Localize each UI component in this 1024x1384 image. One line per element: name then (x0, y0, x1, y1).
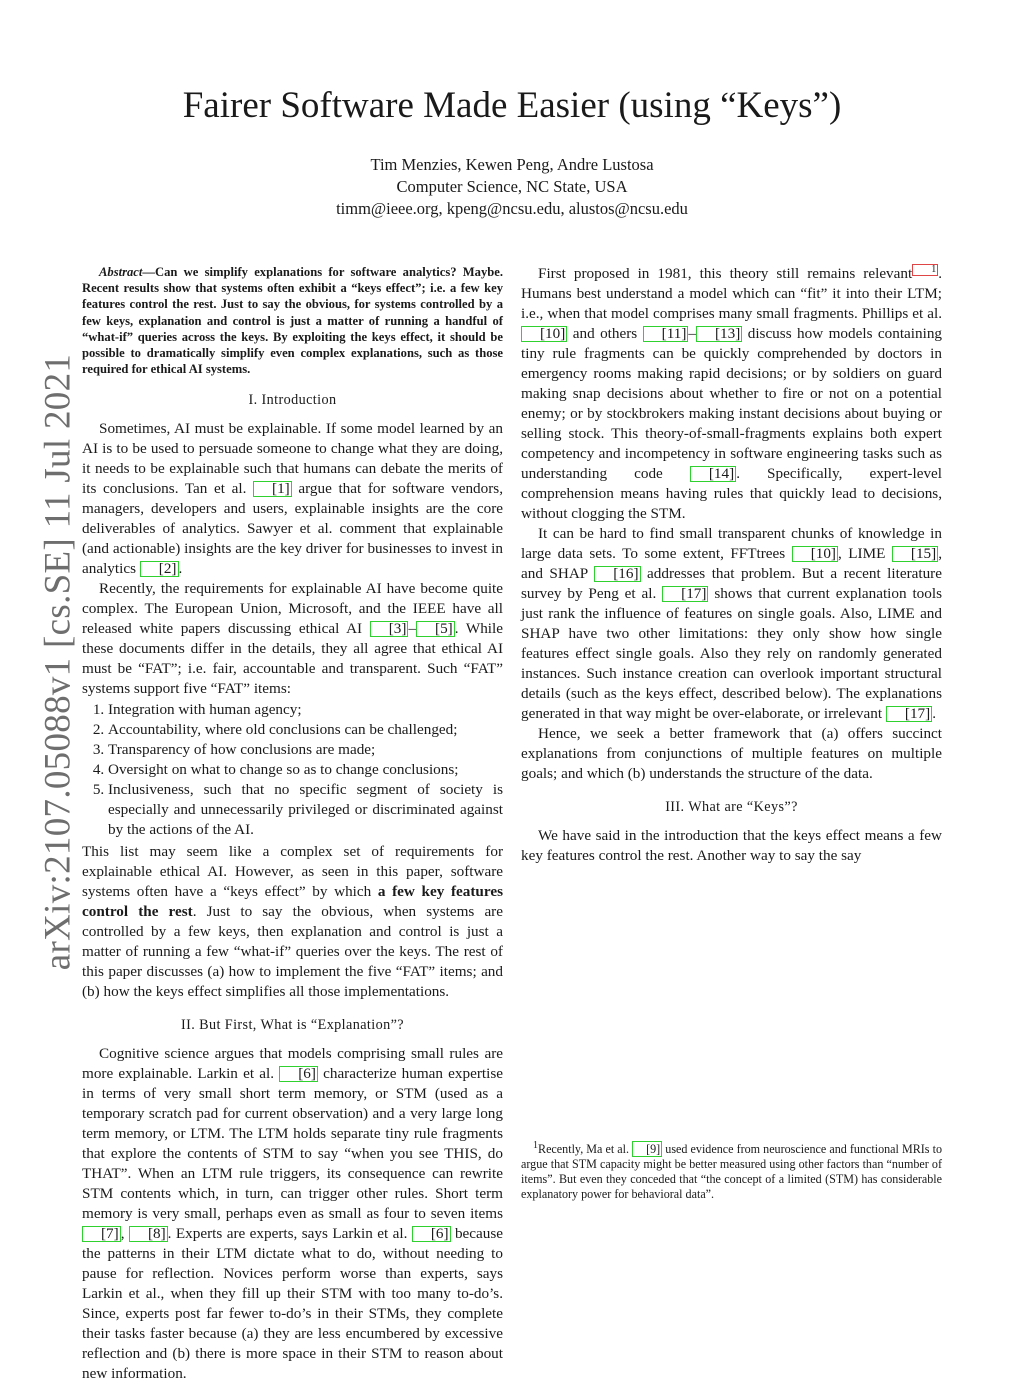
citation-link[interactable]: [2] (140, 561, 179, 577)
intro-p1-text: . (178, 560, 183, 578)
intro-paragraph-3 (82, 842, 503, 1002)
section-heading-keys: III. What are “Keys”? (665, 799, 798, 816)
citation-link[interactable]: [13] (696, 326, 742, 342)
footnote (521, 1141, 942, 1201)
right-column (521, 264, 942, 866)
intro-p3-text: This list may seem like a complex set of requirements for explainable ethical AI. However, as seen in this paper, software systems often have a “keys effect” by which (82, 843, 503, 901)
author-names: Tim Menzies, Kewen Peng, Andre Lustosa (370, 155, 654, 174)
citation-link[interactable]: [9] (632, 1141, 662, 1157)
explanation-text: because the patterns in their LTM dictate what to do, without needing to pause for reflection. Novices perform worse than experts, says Larkin et al., when they fill up their STM with too many to-do’s. Since, experts post far fewer to-do’s in their STMs, they complete their tasks faster because (a) they are less encumbered by excessive reflection and (b) there is more space in their STM to reason about new information. (82, 1225, 504, 1383)
list-item: 5. Inclusiveness, such that no specific segment of society is especially and unnecessarily privileged or discriminated against by the actions of the AI. (108, 780, 503, 840)
explanation-text: . Humans best understand a model which can “fit” it into their LTM; i.e., when that model comprises many small fragments. Phillips et al. (521, 265, 942, 323)
explanation-text: . Specifically, expert-level comprehension means having rules that quickly lead to decisions, without clogging the STM. (521, 465, 942, 523)
citation-link[interactable]: [11] (643, 326, 689, 342)
author-block (0, 154, 1024, 220)
list-item: 1. Integration with human agency; (108, 700, 503, 720)
explanation-paragraph-2 (521, 264, 942, 524)
intro-p3-text: . Just to say the obvious, when systems are controlled by a few keys, then explanation and control is just a matter of running a few “what-if” queries over the keys. The rest of this paper discusses (a) how to implement the five “FAT” items; and (b) how the keys effect simplifies all those implementations. (82, 903, 503, 1001)
explanation-text: , LIME (838, 545, 892, 563)
citation-link[interactable]: [14] (690, 466, 736, 482)
citation-link[interactable]: [7] (82, 1226, 121, 1242)
explanation-text: It can be hard to find small transparent chunks of knowledge in large data sets. To some extent, FFTtrees (521, 525, 942, 563)
list-item: 2. Accountability, where old conclusions can be challenged; (108, 720, 503, 740)
explanation-text: . (932, 705, 936, 723)
intro-p2-text: . While these documents differ in the details, they all agree that ethical AI must be “FAT”; i.e. fair, accountable and transparent. Such “FAT” systems support five “FAT” items: (82, 620, 503, 698)
citation-link[interactable]: [1] (253, 481, 292, 497)
citation-link[interactable]: [10] (521, 326, 567, 342)
abstract (82, 264, 503, 377)
paper-title: Fairer Software Made Easier (using “Keys”) (182, 85, 842, 126)
explanation-text: discuss how models containing tiny rule fragments can be quickly comprehended by doctors in emergency rooms making rapid decisions; or by soldiers on guard making snap decisions about whether to fire or not on a potential enemy; or by stockbrokers making instant decisions about buying or selling stock. This theory-of-small-fragments explains both expert competency and incompetency in software engineering tasks such as understanding code (521, 325, 943, 483)
fat-items-list (82, 700, 503, 840)
explanation-text: and others (567, 325, 643, 343)
explanation-paragraph-1 (82, 1044, 503, 1384)
section-heading-introduction: I. Introduction (248, 392, 337, 409)
citation-link[interactable]: [17] (886, 706, 932, 722)
footnote-body: used evidence from neuroscience and functional MRIs to argue that STM capacity might be better measured using other factors than “number of items”. But even they conceded that “the concept of a limited (STM) has considerable explanatory power for behavioral data”. (521, 1142, 942, 1201)
footnote-marker-link[interactable]: 1 (912, 264, 938, 276)
citation-link[interactable]: [6] (279, 1066, 318, 1082)
explanation-paragraph-3 (521, 524, 942, 724)
intro-p2-text: Recently, the requirements for explainable AI have become quite complex. The European Union, Microsoft, and the IEEE have all released white papers discussing ethical AI (82, 580, 503, 638)
author-affiliation: Computer Science, NC State, USA (396, 177, 628, 196)
citation-link[interactable]: [17] (662, 586, 708, 602)
citation-link[interactable]: [3] (370, 621, 409, 637)
abstract-label: Abstract (99, 265, 143, 279)
citation-link[interactable]: [16] (594, 566, 640, 582)
keys-paragraph-1: We have said in the introduction that the keys effect means a few key features control the rest. Another way to say the say (521, 827, 942, 865)
explanation-text: addresses that problem. But a recent literature survey by Peng et al. (521, 565, 942, 603)
citation-link[interactable]: [10] (792, 546, 838, 562)
left-column (82, 264, 503, 1384)
citation-link[interactable]: [5] (416, 621, 455, 637)
abstract-text: —Can we simplify explanations for software analytics? Maybe. Recent results show that systems often exhibit a “keys effect”; i.e. a few key features control the rest. Just to say the obvious, for systems controlled by a few keys, explanation and control is just a matter of running a handful of “what-if” queries across the keys. By exploiting the keys effect, it should be possible to dramatically simplify even complex explanations, such as those required for ethical AI systems. (82, 265, 503, 377)
citation-link[interactable]: [6] (412, 1226, 451, 1242)
citation-link[interactable]: [15] (892, 546, 938, 562)
citation-range-dash: – (688, 325, 696, 343)
intro-p3-bold: a few key features control the rest (82, 883, 503, 921)
explanation-text: Cognitive science argues that models comprising small rules are more explainable. Larkin et al. (82, 1045, 503, 1083)
intro-p1-text: argue that for software vendors, managers, developers and users, explainable insights are the core deliverables of analytics. Sawyer et al. comment that explainable (and actionable) insights are the key driver for businesses to invest in analytics (82, 480, 503, 578)
list-item: 3. Transparency of how conclusions are made; (108, 740, 503, 760)
citation-range-dash: – (408, 620, 417, 638)
explanation-text: characterize human expertise in terms of very small short term memory, or STM (used as a temporary scratch pad for current observation) and a very large long term memory, or LTM. The LTM holds separate tiny rule fragments that explore the contents of STM to say “when you see THIS, do THAT”. When an LTM rule triggers, its consequence can rewrite STM contents which, in turn, can trigger other rules. Short term memory is very small, perhaps even as small as four to seven items (82, 1065, 503, 1223)
citation-separator: , (120, 1225, 129, 1243)
explanation-text: shows that current explanation tools just rank the influence of features on single goals. Also, LIME and SHAP have two other limitations: they only show how single features effect single goals. Also they rely on randomly generated instances. Such instance creation can overlook important structural details (such as the keys effect, described below). The explanations generated in that way might be over-elaborate, or irrelevant (521, 585, 942, 723)
footnote-text (521, 1141, 942, 1201)
footnote-body: Recently, Ma et al. (538, 1142, 633, 1156)
explanation-paragraph-4: Hence, we seek a better framework that (a) offers succinct explanations from conjunctions of multiple features on multiple goals; and which (b) understands the structure of the data. (521, 725, 942, 783)
list-item: 4. Oversight on what to change so as to change conclusions; (108, 760, 503, 780)
author-emails: timm@ieee.org, kpeng@ncsu.edu, alustos@ncsu.edu (336, 199, 688, 218)
intro-paragraph-1 (82, 419, 503, 579)
footnote-marker[interactable] (912, 264, 938, 275)
explanation-text: First proposed in 1981, this theory still remains relevant (538, 265, 913, 283)
explanation-text: , and SHAP (521, 545, 942, 583)
explanation-text: . Experts are experts, says Larkin et al. (167, 1225, 412, 1243)
arxiv-identifier: arXiv:2107.05088v1 [cs.SE] 11 Jul 2021 (37, 353, 79, 971)
citation-link[interactable]: [8] (129, 1226, 168, 1242)
section-heading-explanation: II. But First, What is “Explanation”? (181, 1017, 404, 1034)
intro-paragraph-2 (82, 579, 503, 699)
intro-p1-text: Sometimes, AI must be explainable. If some model learned by an AI is to be used to persuade someone to change what they are doing, it needs to be explainable such that humans can debate the merits of its conclusions. Tan et al. (82, 420, 503, 498)
footnote-number: 1 (533, 1139, 538, 1151)
